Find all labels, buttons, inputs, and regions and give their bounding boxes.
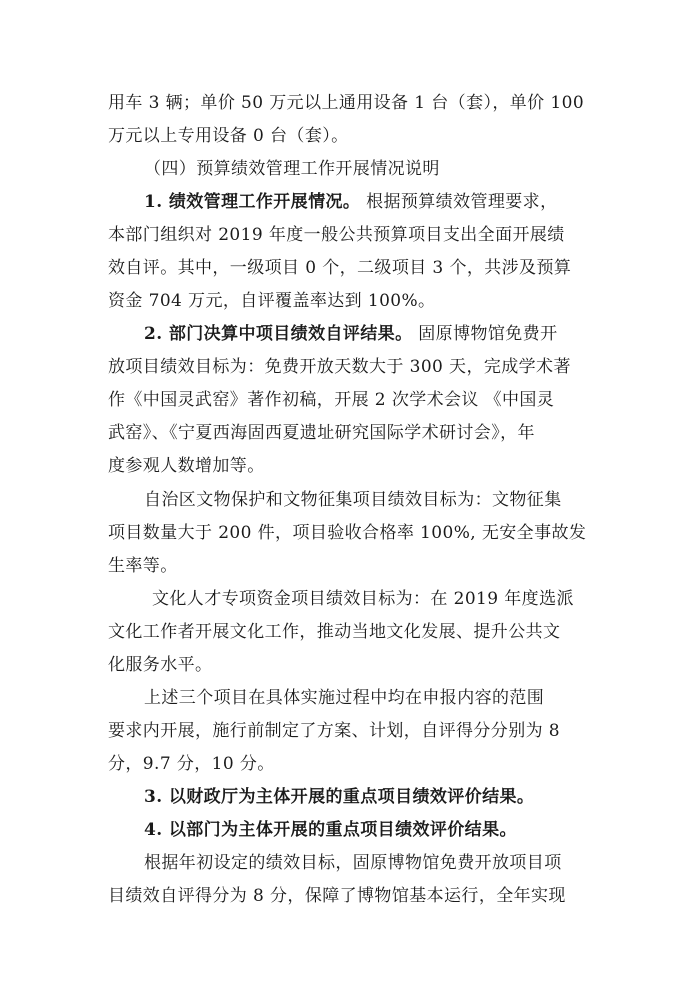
talent-line2: 文化工作者开展文化工作，推动当地文化发展、提升公共文 — [108, 622, 561, 642]
p1-line1: 用车 3 辆；单价 50 万元以上通用设备 1 台（套），单价 100 — [108, 93, 585, 113]
item2-line5: 度参观人数增加等。 — [108, 456, 265, 476]
p1-line2: 万元以上专用设备 0 台（套）。 — [108, 126, 349, 146]
item2-line4: 武窑》、《宁夏西海固西夏遗址研究国际学术研讨会》，年 — [108, 423, 535, 443]
final-line1: 根据年初设定的绩效目标，固原博物馆免费开放项目项 — [144, 853, 562, 873]
section4-heading: （四）预算绩效管理工作开展情况说明 — [144, 159, 440, 179]
item2-line1 — [144, 323, 557, 345]
final-line2: 目绩效自评得分为 8 分，保障了博物馆基本运行，全年实现 — [108, 886, 566, 906]
protection-line3: 生率等。 — [108, 556, 178, 576]
item2-line2: 放项目绩效目标为：免费开放天数大于 300 天，完成学术著 — [108, 357, 571, 377]
item1-line1 — [144, 191, 557, 213]
item1-line2: 本部门组织对 2019 年度一般公共预算项目支出全面开展绩 — [108, 225, 565, 245]
item3-heading: 3. 以财政厅为主体开展的重点项目绩效评价结果。 — [144, 787, 535, 807]
summary-line3: 分，9.7 分，10 分。 — [108, 754, 275, 774]
item1-line3: 效自评。其中，一级项目 0 个，二级项目 3 个，共涉及预算 — [108, 258, 572, 278]
summary-line1: 上述三个项目在具体实施过程中均在申报内容的范围 — [144, 688, 545, 708]
protection-line1: 自治区文物保护和文物征集项目绩效目标为：文物征集 — [144, 490, 562, 510]
item2-title: 2. 部门决算中项目绩效自评结果。 — [144, 324, 413, 344]
item1-line1-rest: 根据预算绩效管理要求， — [366, 192, 558, 212]
item1-line4: 资金 704 万元，自评覆盖率达到 100%。 — [108, 291, 436, 311]
summary-line2: 要求内开展，施行前制定了方案、计划，自评得分分别为 8 — [108, 721, 561, 741]
item2-line1-rest: 固原博物馆免费开 — [418, 324, 558, 344]
protection-line2: 项目数量大于 200 件，项目验收合格率 100%, 无安全事故发 — [108, 523, 587, 543]
item4-heading: 4. 以部门为主体开展的重点项目绩效评价结果。 — [144, 820, 517, 840]
item1-title: 1. 绩效管理工作开展情况。 — [144, 192, 361, 212]
item2-line3: 作《中国灵武窑》著作初稿，开展 2 次学术会议 《中国灵 — [108, 390, 555, 410]
talent-line3: 化服务水平。 — [108, 655, 213, 675]
talent-line1: 文化人才专项资金项目绩效目标为：在 2019 年度选派 — [152, 589, 574, 609]
